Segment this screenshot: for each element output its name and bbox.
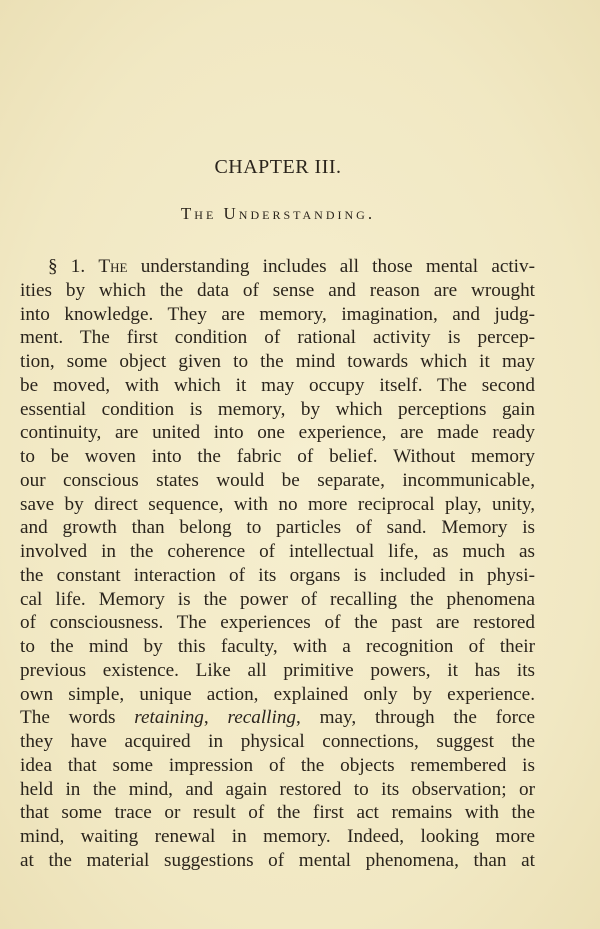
text-segment: cal life. Memory is the power of recalling the phenomena [20, 588, 535, 610]
text-segment: they have acquired in physical connections, suggest the [20, 731, 535, 752]
text-line [20, 303, 535, 327]
text-line [20, 421, 535, 445]
text-line [20, 588, 535, 612]
text-line [20, 398, 535, 422]
text-segment: our conscious states would be separate, incommunicable, [20, 469, 535, 491]
text-segment: essential condition is memory, by which perceptions gain [20, 398, 535, 420]
text-segment: to be woven into the fabric of belief. Without memory [20, 446, 535, 467]
text-line [20, 730, 535, 754]
text-segment: that some trace or result of the first act remains with the [20, 802, 535, 824]
text-line [20, 849, 535, 873]
text-line [20, 445, 535, 469]
text-segment: The words [20, 707, 135, 729]
text-line [20, 801, 535, 825]
section-heading: The Understanding. [180, 204, 376, 223]
text-line [20, 493, 535, 517]
text-segment: previous existence. Like all primitive powers, it has its [20, 659, 535, 681]
text-segment: held in the mind, and again restored to its observation; or [20, 778, 535, 800]
text-line [20, 540, 535, 564]
text-line [20, 754, 535, 778]
italic-text: retaining [134, 707, 204, 729]
text-line [20, 350, 535, 374]
text-segment: involved in the coherence of intellectual life, as much as [20, 541, 535, 562]
text-line [20, 279, 535, 303]
italic-text: recalling [227, 707, 297, 729]
text-line [20, 659, 535, 683]
text-segment: ities by which the data of sense and reason are wrought [20, 279, 535, 301]
text-line [20, 825, 535, 849]
text-segment: The [98, 256, 128, 277]
text-line [20, 635, 535, 659]
body-text [20, 255, 535, 873]
text-line [20, 374, 535, 398]
text-segment: mind, waiting renewal in memory. Indeed, looking more [20, 826, 535, 847]
text-segment: ment. The first condition of rational activity is percep- [20, 327, 535, 349]
text-segment: be moved, with which it may occupy itself. The second [20, 374, 535, 396]
text-segment: continuity, are united into one experience, are made ready [20, 422, 535, 444]
text-line [20, 255, 535, 279]
text-segment: the constant interaction of its organs is included in physi- [20, 564, 535, 586]
text-segment: save by direct sequence, with no more reciprocal play, unity, [20, 493, 535, 515]
text-segment: § 1. [48, 256, 99, 277]
text-segment: of consciousness. The experiences of the past are restored [20, 612, 535, 634]
text-segment: , may, through the force [296, 707, 536, 729]
text-segment: and growth than belong to particles of sand. Memory is [20, 517, 535, 539]
text-segment: tion, some object given to the mind towards which it may [20, 351, 535, 372]
text-segment: to the mind by this faculty, with a recognition of their [20, 636, 535, 657]
text-segment: understanding includes all those mental activ- [127, 256, 535, 277]
text-line [20, 326, 535, 350]
text-line [20, 611, 535, 635]
text-line [20, 778, 535, 802]
text-segment: own simple, unique action, explained only by experience. [20, 683, 535, 705]
text-line [20, 516, 535, 540]
text-line [20, 706, 535, 730]
text-line [20, 683, 535, 707]
text-segment: idea that some impression of the objects remembered is [20, 754, 535, 776]
chapter-title: CHAPTER III. [214, 156, 342, 178]
text-segment: , [203, 707, 228, 729]
text-line [20, 564, 535, 588]
text-line [20, 469, 535, 493]
text-segment: at the material suggestions of mental phenomena, than at [20, 849, 535, 871]
text-segment: into knowledge. They are memory, imagination, and judg- [20, 303, 535, 325]
